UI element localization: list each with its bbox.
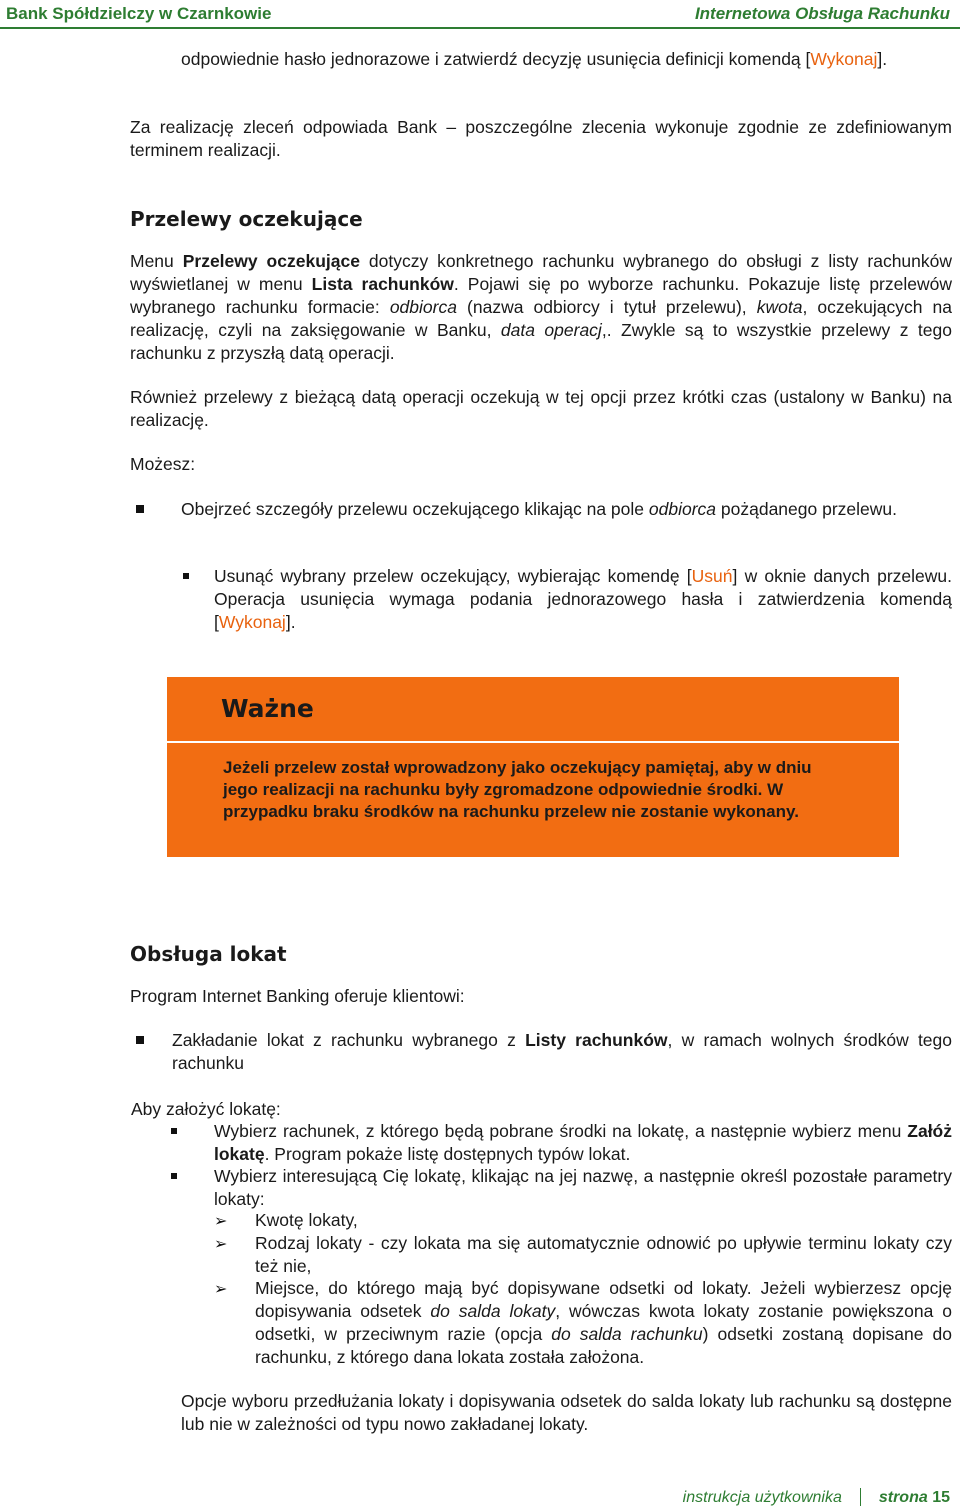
- bullet-small-square-icon: [171, 1128, 177, 1134]
- section2-option-2: Rodzaj lokaty - czy lokata ma się automatycznie odnowić po upływie terminu lokaty czy też nie,: [255, 1233, 952, 1276]
- header-divider: [0, 27, 960, 29]
- bullet-square-icon: [136, 505, 144, 513]
- warning-title: Ważne: [221, 694, 314, 723]
- header-bank-name: Bank Spółdzielczy w Czarnkowie: [6, 4, 272, 23]
- s1p1-kwota: kwota: [756, 297, 803, 317]
- s1p1-menu-lista: Lista rachunków: [311, 274, 454, 294]
- section1-paragraph-3: Możesz:: [130, 454, 196, 474]
- intro-p1-text: odpowiednie hasło jednorazowe i zatwierdź decyzję usunięcia definicji komendą [: [181, 49, 811, 69]
- arrow-bullet-icon: ➢: [214, 1279, 228, 1298]
- section2-paragraph-3: Opcje wyboru przedłużania lokaty i dopisywania odsetek do salda lokaty lub rachunku są dostępne lub nie w zależności od typu nowo zakładanej lokaty.: [181, 1391, 952, 1434]
- section2-paragraph-2: Aby założyć lokatę:: [131, 1099, 281, 1119]
- intro-p1-end: ].: [877, 49, 888, 69]
- s1p1-a: Menu: [130, 251, 183, 271]
- section1-bullet-2: [214, 565, 952, 634]
- footer-page-word: strona: [878, 1489, 928, 1506]
- s2b1-a: Zakładanie lokat z rachunku wybranego z: [172, 1030, 526, 1050]
- wykonaj-command: Wykonaj: [810, 49, 878, 69]
- section2-option-3: [255, 1277, 952, 1369]
- s2b1-listy: Listy rachunków: [525, 1030, 668, 1050]
- s2s1-a: Wybierz rachunek, z którego będą pobrane środki na lokatę, a następnie wybierz menu: [214, 1121, 908, 1141]
- s1p1-i: , oczekujących na realizację, czyli na zaksięgowanie w Banku,: [130, 297, 952, 340]
- s1p1-odbiorca: odbiorca: [389, 297, 457, 317]
- header-document-title: Internetowa Obsługa Rachunku: [694, 4, 950, 23]
- section2-paragraph-1: Program Internet Banking oferuje klientowi:: [130, 986, 465, 1006]
- s1b2-c: ].: [285, 612, 296, 632]
- wykonaj-command: Wykonaj: [218, 612, 286, 632]
- s1b2-a: Usunąć wybrany przelew oczekujący, wybierając komendę [: [214, 566, 692, 586]
- usun-command: Usuń: [691, 566, 733, 586]
- warning-divider: [167, 741, 899, 743]
- section1-paragraph-1: [130, 250, 952, 365]
- s1b1-a: Obejrzeć szczegóły przelewu oczekującego klikając na pole: [181, 499, 649, 519]
- bullet-small-square-icon: [171, 1173, 177, 1179]
- section2-step-1: [214, 1120, 952, 1166]
- section1-bullet-1: [181, 498, 952, 521]
- s2a3-a: Miejsce, do którego mają być dopisywane odsetki od lokaty. Jeżeli wybierzesz opcję dopisywania odsetek: [255, 1278, 952, 1321]
- s2a3-do-salda-rachunku: do salda rachunku: [551, 1324, 703, 1344]
- warning-text: Jeżeli przelew został wprowadzony jako oczekujący pamiętaj, aby w dniu jego realizacji na rachunku były zgromadzone odpowiednie środki. W przypadku braku środków na rachunku przelew nie zostanie wykonany.: [223, 758, 812, 821]
- footer-label: instrukcja użytkownika: [682, 1489, 842, 1506]
- footer: [683, 1486, 950, 1509]
- s2a3-do-salda-lokaty: do salda lokaty: [430, 1301, 556, 1321]
- footer-separator: [860, 1488, 861, 1506]
- bullet-small-square-icon: [183, 573, 189, 579]
- section2-bullet-1: [172, 1029, 952, 1075]
- s2a3-c: , wówczas kwota lokaty zostanie powiększona o odsetki, w przeciwnym razie (opcja: [255, 1301, 953, 1344]
- s1p1-c: dotyczy konkretnego rachunku wybranego do obsługi z listy rachunków wyświetlanej w menu: [130, 251, 953, 294]
- intro-paragraph-1: [181, 48, 952, 71]
- section-title-przelewy-oczekujace: Przelewy oczekujące: [130, 207, 363, 231]
- intro-paragraph-2: Za realizację zleceń odpowiada Bank – poszczególne zlecenia wykonuje zgodnie ze zdefiniowanym terminem realizacji.: [130, 117, 952, 160]
- s1p1-k: ,. Zwykle są to wszystkie przelewy z tego rachunku z przyszłą datą operacji.: [130, 320, 952, 363]
- warning-box: [167, 677, 899, 857]
- section2-option-1: Kwotę lokaty,: [255, 1210, 358, 1230]
- s1p1-data: data operacj: [500, 320, 602, 340]
- bullet-square-icon: [136, 1036, 144, 1044]
- arrow-bullet-icon: ➢: [214, 1234, 228, 1253]
- section1-paragraph-2: Również przelewy z bieżącą datą operacji oczekują w tej opcji przez krótki czas (ustalony w Banku) na realizację.: [130, 387, 952, 430]
- s2a3-e: ) odsetki zostaną dopisane do rachunku, z którego dana lokata została założona.: [255, 1324, 952, 1367]
- s1p1-menu-name: Przelewy oczekujące: [182, 251, 360, 271]
- s2s1-c: . Program pokaże listę dostępnych typów lokat.: [264, 1144, 631, 1164]
- section-title-obsluga-lokat: Obsługa lokat: [130, 942, 287, 966]
- s1b2-b: ] w oknie danych przelewu. Operacja usunięcia wymaga podania jednorazowego hasła i zatwierdzenia komendą [: [214, 566, 952, 632]
- section2-step-2: Wybierz interesującą Cię lokatę, klikając na jej nazwę, a następnie określ pozostałe parametry lokaty:: [214, 1166, 952, 1209]
- s1p1-g: (nazwa odbiorcy i tytuł przelewu),: [456, 297, 757, 317]
- page-number: 15: [932, 1489, 950, 1506]
- arrow-bullet-icon: ➢: [214, 1211, 228, 1230]
- s1b1-c: pożądanego przelewu.: [716, 499, 897, 519]
- s1p1-e: . Pojawi się po wyborze rachunku. Pokazuje listę przelewów wybranego rachunku formacie:: [130, 274, 952, 317]
- s2b1-c: , w ramach wolnych środków tego rachunku: [172, 1030, 953, 1073]
- s1b1-odbiorca: odbiorca: [648, 499, 717, 519]
- s2s1-zaloz: Załóż lokatę: [214, 1121, 952, 1164]
